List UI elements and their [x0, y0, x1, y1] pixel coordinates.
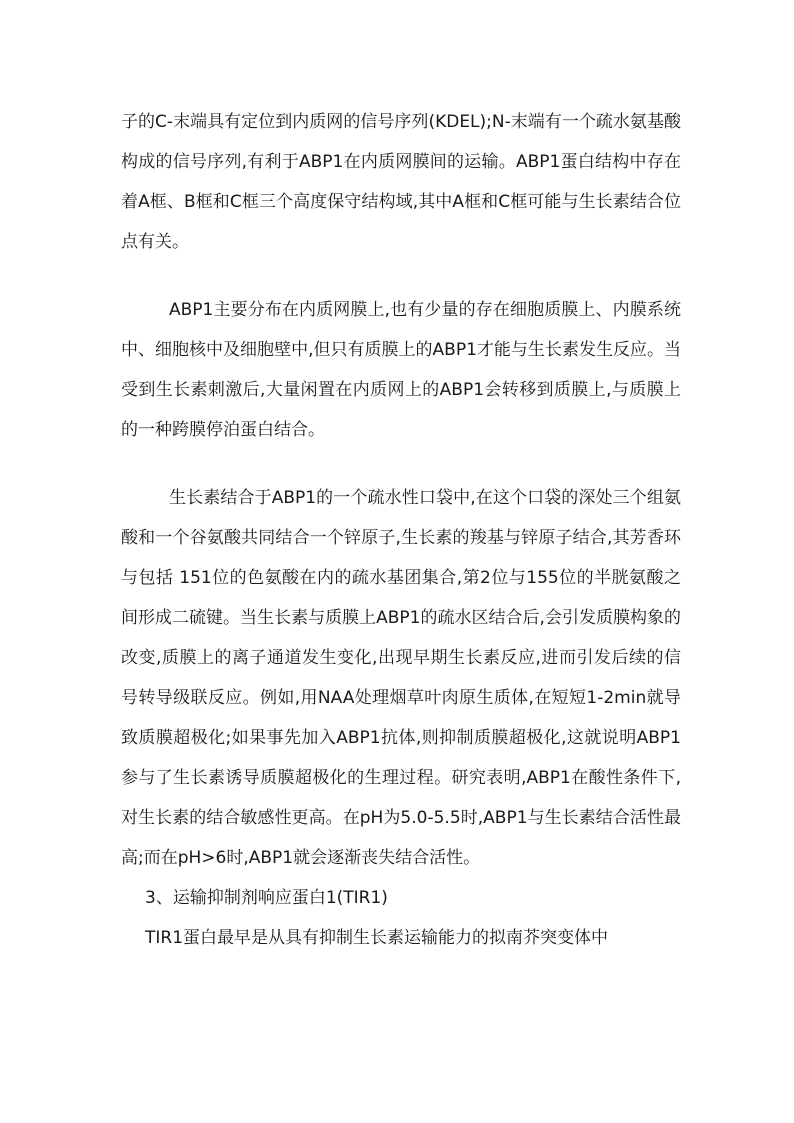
paragraph-3: 生长素结合于ABP1的一个疏水性口袋中,在这个口袋的深处三个组氨酸和一个谷氨酸共同结合一个锌原子,生长素的羧基与锌原子结合,其芳香环与包括 151位的色氨酸在内的疏水基团集合,第2位与155位的半胱氨酸之间形成二硫键。当生长素与质膜上ABP1的疏水区结合后,会引发质膜构象的改变,质膜上的离子通道发生变化,出现早期生长素反应,进而引发后续的信号转导级联反应。例如,用NAA处理烟草叶肉原生质体,在短短1-2min就导致质膜超极化;如果事先加入ABP1抗体,则抑制质膜超极化,这就说明ABP1参与了生长素诱导质膜超极化的生理过程。研究表明,ABP1在酸性条件下,对生长素的结合敏感性更高。在pH为5.0-5.5时,ABP1与生长素结合活性最高;而在pH>6时,ABP1就会逐渐丧失结合活性。 — [121, 488, 681, 868]
body-text — [121, 102, 681, 958]
paragraph-4: TIR1蛋白最早是从具有抑制生长素运输能力的拟南芥突变体中 — [145, 928, 609, 948]
section-heading: 3、运输抑制剂响应蛋白1(TIR1) — [145, 888, 388, 908]
paragraph-1: 子的C-末端具有定位到内质网的信号序列(KDEL);N-末端有一个疏水氨基酸构成的信号序列,有利于ABP1在内质网膜间的运输。ABP1蛋白结构中存在着A框、B框和C框三个高度保守结构域,其中A框和C框可能与生长素结合位点有关。 — [121, 112, 681, 252]
paragraph-2: ABP1主要分布在内质网膜上,也有少量的存在细胞质膜上、内膜系统中、细胞核中及细胞壁中,但只有质膜上的ABP1才能与生长素发生反应。当受到生长素刺激后,大量闲置在内质网上的ABP1会转移到质膜上,与质膜上的一种跨膜停泊蛋白结合。 — [121, 300, 681, 440]
